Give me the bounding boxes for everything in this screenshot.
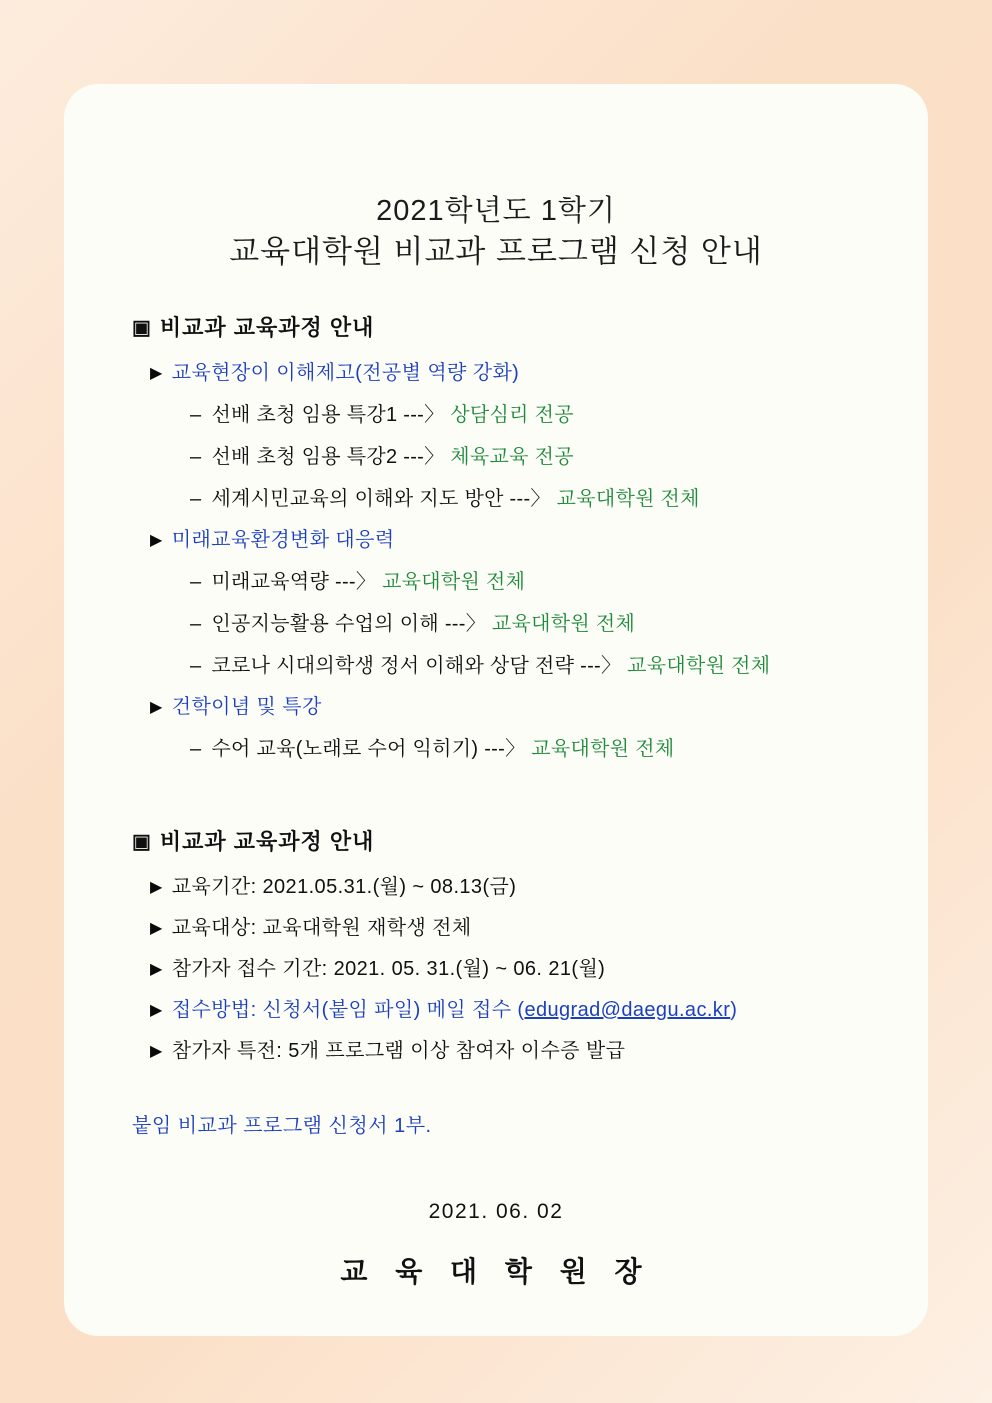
detail-item — [150, 952, 888, 981]
dash-bullet-icon: – — [190, 612, 202, 635]
course-item — [190, 732, 888, 761]
course-item — [190, 440, 888, 469]
course-item — [190, 649, 888, 678]
detail-text: 참가자 접수 기간: 2021. 05. 31.(월) ~ 06. 21(월) — [171, 957, 606, 980]
course-name: 수어 교육(노래로 수어 익히기) ---〉 — [211, 737, 526, 760]
attachment-note: 붙임 비교과 프로그램 신청서 1부. — [132, 1114, 432, 1137]
course-name: 인공지능활용 수업의 이해 ---〉 — [211, 612, 487, 635]
group-item — [150, 356, 888, 385]
triangle-bullet-icon: ▶ — [150, 1001, 163, 1019]
course-item — [190, 565, 888, 594]
course-item — [190, 482, 888, 511]
group-item — [150, 523, 888, 552]
detail-text: 교육기간: 2021.05.31.(월) ~ 08.13(금) — [171, 875, 517, 898]
group-label: 건학이념 및 특강 — [171, 695, 322, 718]
signer-title: 교 육 대 학 원 장 — [340, 1255, 652, 1287]
page-title — [104, 192, 888, 273]
detail-item — [150, 870, 888, 899]
dash-bullet-icon: – — [190, 570, 202, 593]
course-item — [190, 607, 888, 636]
dash-bullet-icon: – — [190, 654, 202, 677]
dash-bullet-icon: – — [190, 445, 202, 468]
triangle-bullet-icon: ▶ — [150, 364, 163, 382]
dash-bullet-icon: – — [190, 737, 202, 760]
section1-heading-text: 비교과 교육과정 안내 — [159, 314, 375, 340]
detail-text: 교육대상: 교육대학원 재학생 전체 — [171, 916, 472, 939]
detail-text-after: ) — [730, 998, 738, 1021]
detail-text: 접수방법: 신청서(붙임 파일) 메일 접수 ( — [171, 998, 525, 1021]
page-title-line1: 2021학년도 1학기 — [376, 195, 616, 227]
notice-content — [64, 192, 928, 1290]
group-label: 미래교육환경변화 대응력 — [171, 528, 395, 551]
course-name: 선배 초청 임용 특강2 ---〉 — [211, 445, 445, 468]
page-title-line2: 교육대학원 비교과 프로그램 신청 안내 — [229, 234, 763, 270]
course-target: 체육교육 전공 — [450, 445, 574, 468]
issue-date: 2021. 06. 02 — [428, 1199, 564, 1223]
section1-heading — [132, 311, 888, 342]
triangle-bullet-icon: ▶ — [150, 1042, 163, 1060]
detail-item — [150, 911, 888, 940]
triangle-bullet-icon: ▶ — [150, 919, 163, 937]
course-name: 선배 초청 임용 특강1 ---〉 — [211, 403, 445, 426]
square-marker-icon: ▣ — [132, 830, 152, 853]
course-name: 코로나 시대의학생 정서 이해와 상담 전략 ---〉 — [211, 654, 622, 677]
course-name: 미래교육역량 ---〉 — [211, 570, 377, 593]
course-target: 교육대학원 전체 — [556, 487, 700, 510]
course-name: 세계시민교육의 이해와 지도 방안 ---〉 — [211, 487, 551, 510]
course-item — [190, 398, 888, 427]
detail-item-application — [150, 993, 888, 1022]
triangle-bullet-icon: ▶ — [150, 878, 163, 896]
course-target: 상담심리 전공 — [450, 403, 574, 426]
email-link[interactable]: edugrad@daegu.ac.kr — [524, 998, 731, 1021]
detail-text: 참가자 특전: 5개 프로그램 이상 참여자 이수증 발급 — [171, 1039, 626, 1062]
dash-bullet-icon: – — [190, 403, 202, 426]
section-details — [104, 825, 888, 1063]
course-target: 교육대학원 전체 — [531, 737, 675, 760]
section-curriculum — [104, 311, 888, 761]
spacer — [104, 761, 888, 787]
square-marker-icon: ▣ — [132, 316, 152, 339]
triangle-bullet-icon: ▶ — [150, 531, 163, 549]
notice-card — [64, 84, 928, 1336]
group-label: 교육현장이 이해제고(전공별 역량 강화) — [171, 361, 520, 384]
course-target: 교육대학원 전체 — [382, 570, 526, 593]
section2-heading — [132, 825, 888, 856]
course-target: 교육대학원 전체 — [627, 654, 771, 677]
group-item — [150, 690, 888, 719]
triangle-bullet-icon: ▶ — [150, 698, 163, 716]
dash-bullet-icon: – — [190, 487, 202, 510]
section2-heading-text: 비교과 교육과정 안내 — [159, 828, 375, 854]
course-target: 교육대학원 전체 — [491, 612, 636, 635]
triangle-bullet-icon: ▶ — [150, 960, 163, 978]
detail-item — [150, 1034, 888, 1063]
